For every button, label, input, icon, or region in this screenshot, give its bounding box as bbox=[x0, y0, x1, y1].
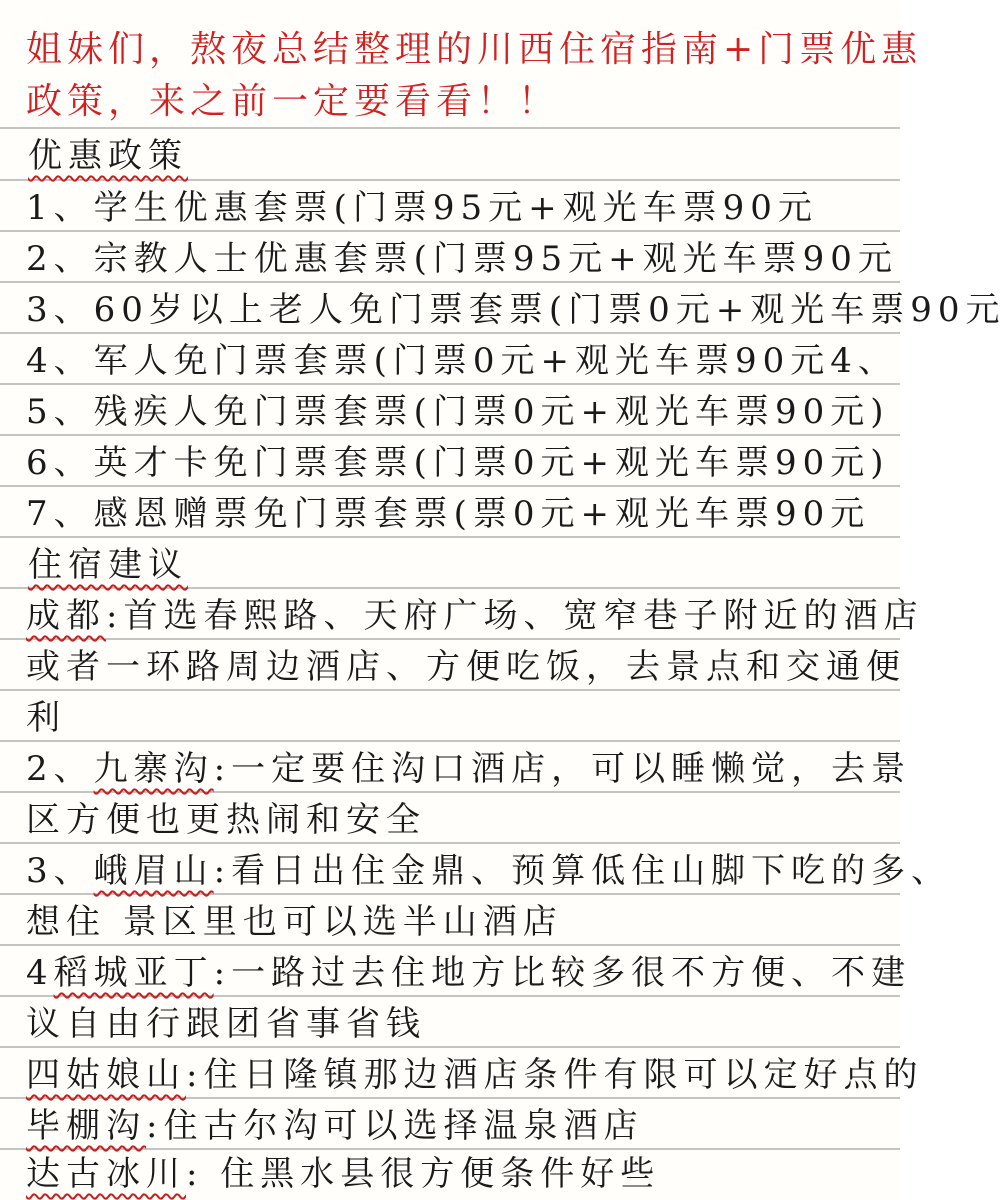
place-daocheng: 稻城亚丁 bbox=[53, 953, 214, 993]
jiuzhaigou-prefix: 2、 bbox=[26, 749, 94, 789]
daocheng-prefix: 4 bbox=[26, 953, 54, 993]
place-siguniang: 四姑娘山 bbox=[26, 1055, 186, 1095]
discount-item-5: 5、残疾人免门票套票(门票0元+观光车票90元) bbox=[26, 392, 890, 432]
discount-heading bbox=[0, 136, 928, 176]
lodging-siguniang-line bbox=[0, 1055, 926, 1095]
lodging-jiuzhaigou-line-2: 区方便也更热闹和安全 bbox=[26, 800, 426, 840]
lodging-daocheng-line-1 bbox=[0, 953, 926, 993]
discount-item-2: 2、宗教人士优惠套票(门票95元+观光车票90元 bbox=[26, 239, 898, 279]
place-jiuzhaigou: 九寨沟 bbox=[93, 749, 214, 789]
place-chengdu: 成都 bbox=[26, 596, 106, 636]
discount-item-7: 7、感恩赠票免门票套票(票0元+观光车票90元 bbox=[26, 494, 871, 534]
discount-item-4: 4、军人免门票套票(门票0元+观光车票90元4、 bbox=[26, 341, 898, 381]
discount-item-1: 1、学生优惠套票(门票95元+观光车票90元 bbox=[26, 188, 818, 228]
discount-heading-text: 优惠政策 bbox=[28, 136, 188, 176]
chengdu-text-1: :首选春熙路、天府广场、宽窄巷子附近的酒店 bbox=[106, 596, 924, 636]
discount-item-6: 6、英才卡免门票套票(门票0元+观光车票90元) bbox=[26, 443, 890, 483]
dagu-text: : 住黑水县很方便条件好些 bbox=[186, 1154, 661, 1194]
lodging-daocheng-line-2: 议自由行跟团省事省钱 bbox=[26, 1004, 426, 1044]
lodging-dagu-line bbox=[0, 1154, 926, 1194]
discount-item-3: 3、60岁以上老人免门票套票(门票0元+观光车票90元 bbox=[26, 290, 1006, 330]
lodging-chengdu-line-2: 或者一环路周边酒店、方便吃饭，去景点和交通便 bbox=[26, 647, 906, 687]
title-line-1: 姐妹们，熬夜总结整理的川西住宿指南+门票优惠 bbox=[26, 29, 923, 70]
place-bipenggou: 毕棚沟 bbox=[26, 1106, 146, 1146]
siguniang-text: :住日隆镇那边酒店条件有限可以定好点的 bbox=[186, 1055, 924, 1095]
emeishan-text-1: :看日出住金鼎、预算低住山脚下吃的多、 bbox=[213, 851, 952, 891]
lodging-bipenggou-line bbox=[0, 1106, 926, 1146]
lodging-heading-text: 住宿建议 bbox=[28, 545, 188, 585]
lodging-chengdu-line-1 bbox=[0, 596, 926, 636]
lodging-emeishan-line-1 bbox=[0, 851, 952, 891]
lodging-heading bbox=[0, 545, 928, 585]
title-line-2: 政策，来之前一定要看看！！ bbox=[26, 81, 560, 122]
lodging-chengdu-line-3: 利 bbox=[26, 698, 66, 738]
emeishan-prefix: 3、 bbox=[26, 851, 94, 891]
jiuzhaigou-text-1: :一定要住沟口酒店，可以睡懒觉，去景 bbox=[213, 749, 912, 789]
lodging-jiuzhaigou-line-1 bbox=[0, 749, 926, 789]
bipenggou-text: :住古尔沟可以选择温泉酒店 bbox=[146, 1106, 644, 1146]
place-dagu: 达古冰川 bbox=[26, 1154, 186, 1194]
lodging-emeishan-line-2: 想住 景区里也可以选半山酒店 bbox=[26, 902, 563, 942]
daocheng-text-1: :一路过去住地方比较多很不方便、不建 bbox=[213, 953, 912, 993]
place-emeishan: 峨眉山 bbox=[93, 851, 214, 891]
